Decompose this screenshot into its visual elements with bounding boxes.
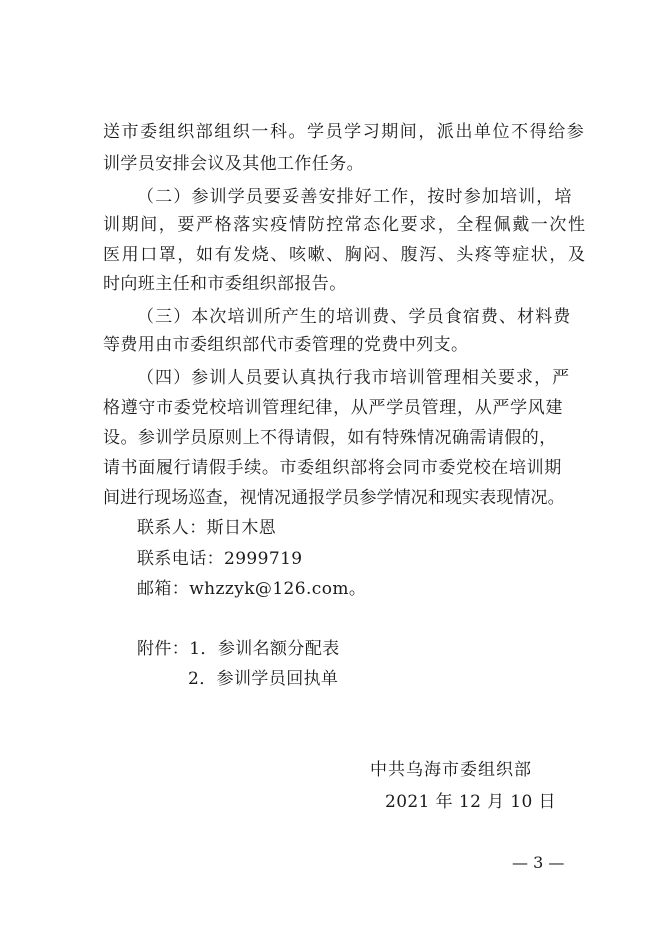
body-text-line: 设。参训学员原则上不得请假，如有特殊情况确需请假的， bbox=[103, 428, 557, 448]
body-text-line: （二）参训学员要妥善安排好工作，按时参加培训，培 bbox=[137, 187, 573, 207]
contact-phone: 联系电话：2999719 bbox=[137, 549, 303, 569]
body-text-line: （四）参训人员要认真执行我市培训管理相关要求，严 bbox=[137, 368, 571, 388]
signature-date: 2021 年 12 月 10 日 bbox=[385, 792, 556, 812]
body-text-line: 医用口罩，如有发烧、咳嗽、胸闷、腹泻、头疼等症状，及 bbox=[103, 245, 587, 265]
page-number: — 3 — bbox=[512, 853, 565, 872]
body-text-line: 训学员安排会议及其他工作任务。 bbox=[103, 154, 364, 174]
contact-email: 邮箱：whzzyk@126.com。 bbox=[137, 579, 367, 599]
body-text-line: 间进行现场巡查，视情况通报学员参学情况和现实表现情况。 bbox=[103, 488, 565, 508]
body-text-line: 送市委组织部组织一科。学员学习期间，派出单位不得给参 bbox=[103, 122, 586, 142]
attachment-item-2: 2．参训学员回执单 bbox=[188, 669, 339, 689]
contact-person: 联系人：斯日木恩 bbox=[137, 518, 277, 538]
attachment-item-1: 附件：1．参训名额分配表 bbox=[137, 639, 340, 659]
body-text-line: （三）本次培训所产生的培训费、学员食宿费、材料费 bbox=[137, 307, 572, 327]
signature-org: 中共乌海市委组织部 bbox=[370, 760, 532, 780]
body-text-line: 格遵守市委党校培训管理纪律，从严学员管理，从严学风建 bbox=[103, 398, 564, 418]
body-text-line: 训期间，要严格落实疫情防控常态化要求，全程佩戴一次性 bbox=[103, 215, 587, 235]
body-text-line: 请书面履行请假手续。市委组织部将会同市委党校在培训期 bbox=[103, 458, 562, 478]
body-text-line: 等费用由市委组织部代市委管理的党费中列支。 bbox=[103, 335, 469, 355]
body-text-line: 时向班主任和市委组织部报告。 bbox=[103, 274, 347, 294]
